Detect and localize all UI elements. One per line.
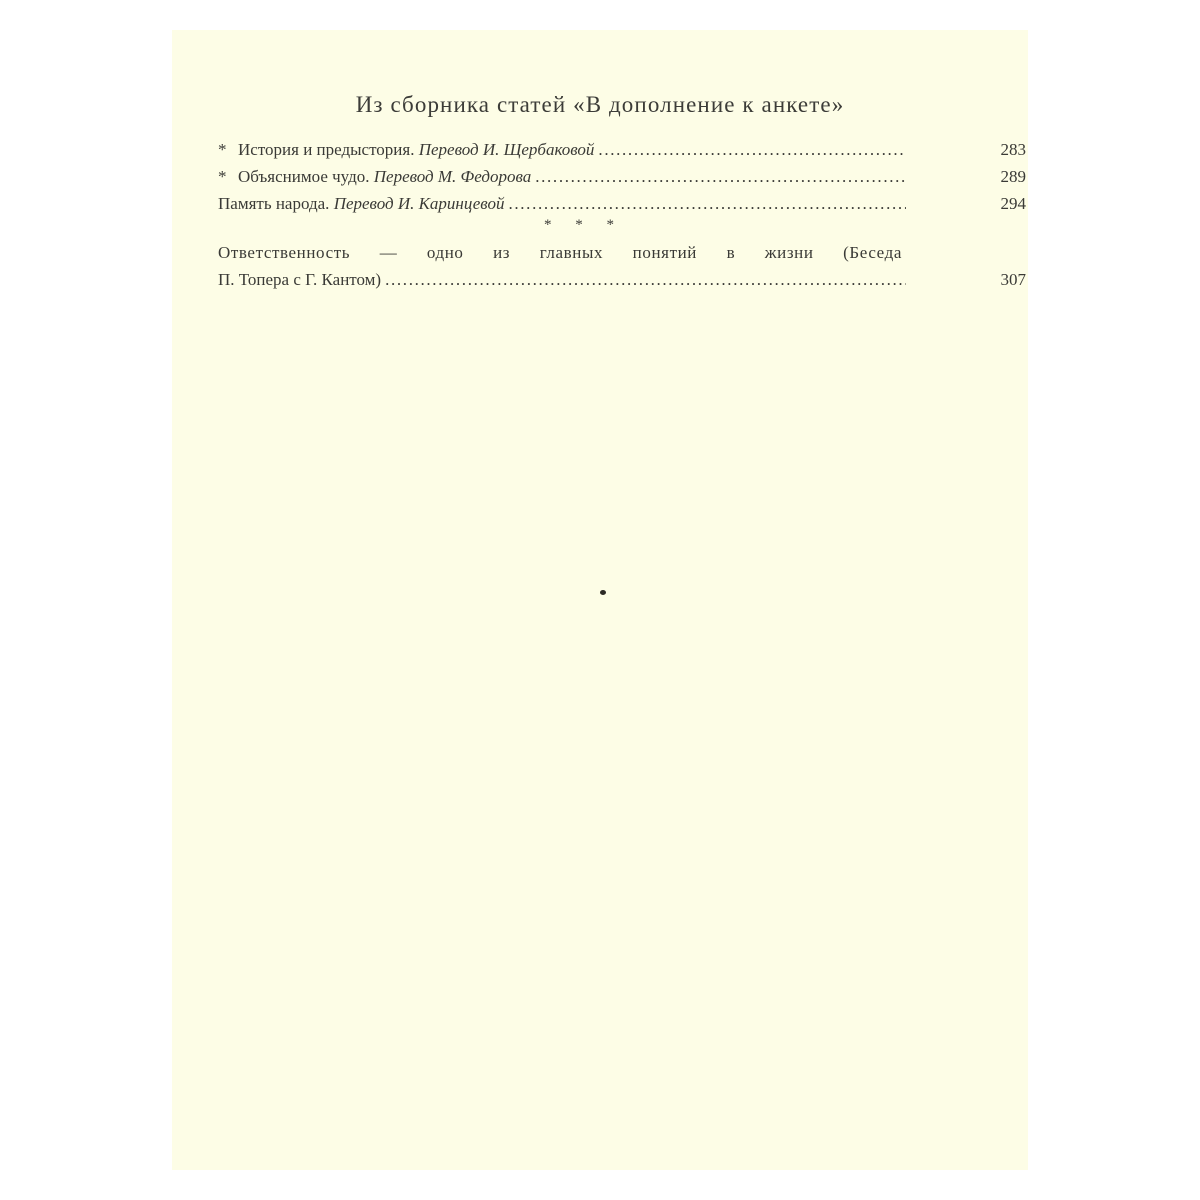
entry-marker: *: [218, 140, 227, 159]
toc-entry: [218, 266, 1026, 293]
toc-entry: [218, 136, 1026, 163]
leader-dots: [508, 190, 906, 217]
ink-speck: [600, 590, 606, 595]
leader-dots: [535, 163, 906, 190]
section-heading: Из сборника статей «В дополнение к анкете»: [355, 92, 845, 117]
entry-translator: Перевод И. Каринцевой: [333, 194, 505, 213]
book-page: [172, 30, 1028, 1170]
entry-title: Объяснимое чудо.: [238, 167, 370, 186]
entry-text: [218, 136, 594, 163]
entry-page-number: 283: [1000, 140, 1026, 159]
toc-entry: [218, 190, 1026, 217]
entry-page-number: 294: [1000, 194, 1026, 213]
entry-text: [218, 163, 531, 190]
entry-marker: *: [218, 167, 227, 186]
entry-title: История и предыстория.: [238, 140, 415, 159]
final-entry-line2: П. Топера с Г. Кантом): [218, 270, 382, 289]
entry-text: [218, 190, 504, 217]
final-entry-line1: Ответственность — одно из главных понятий в жизни (Беседа: [218, 243, 902, 262]
leader-dots: [598, 136, 906, 163]
asterism-separator: * * *: [544, 217, 624, 233]
leader-dots: [385, 266, 906, 293]
entry-page-number: 307: [1000, 270, 1026, 289]
entry-title: Память народа.: [218, 194, 330, 213]
entry-translator: Перевод И. Щербаковой: [418, 140, 595, 159]
toc-entry: [218, 163, 1026, 190]
table-of-contents: [218, 136, 1026, 293]
entry-page-number: 289: [1000, 167, 1026, 186]
entry-translator: Перевод М. Федорова: [373, 167, 532, 186]
